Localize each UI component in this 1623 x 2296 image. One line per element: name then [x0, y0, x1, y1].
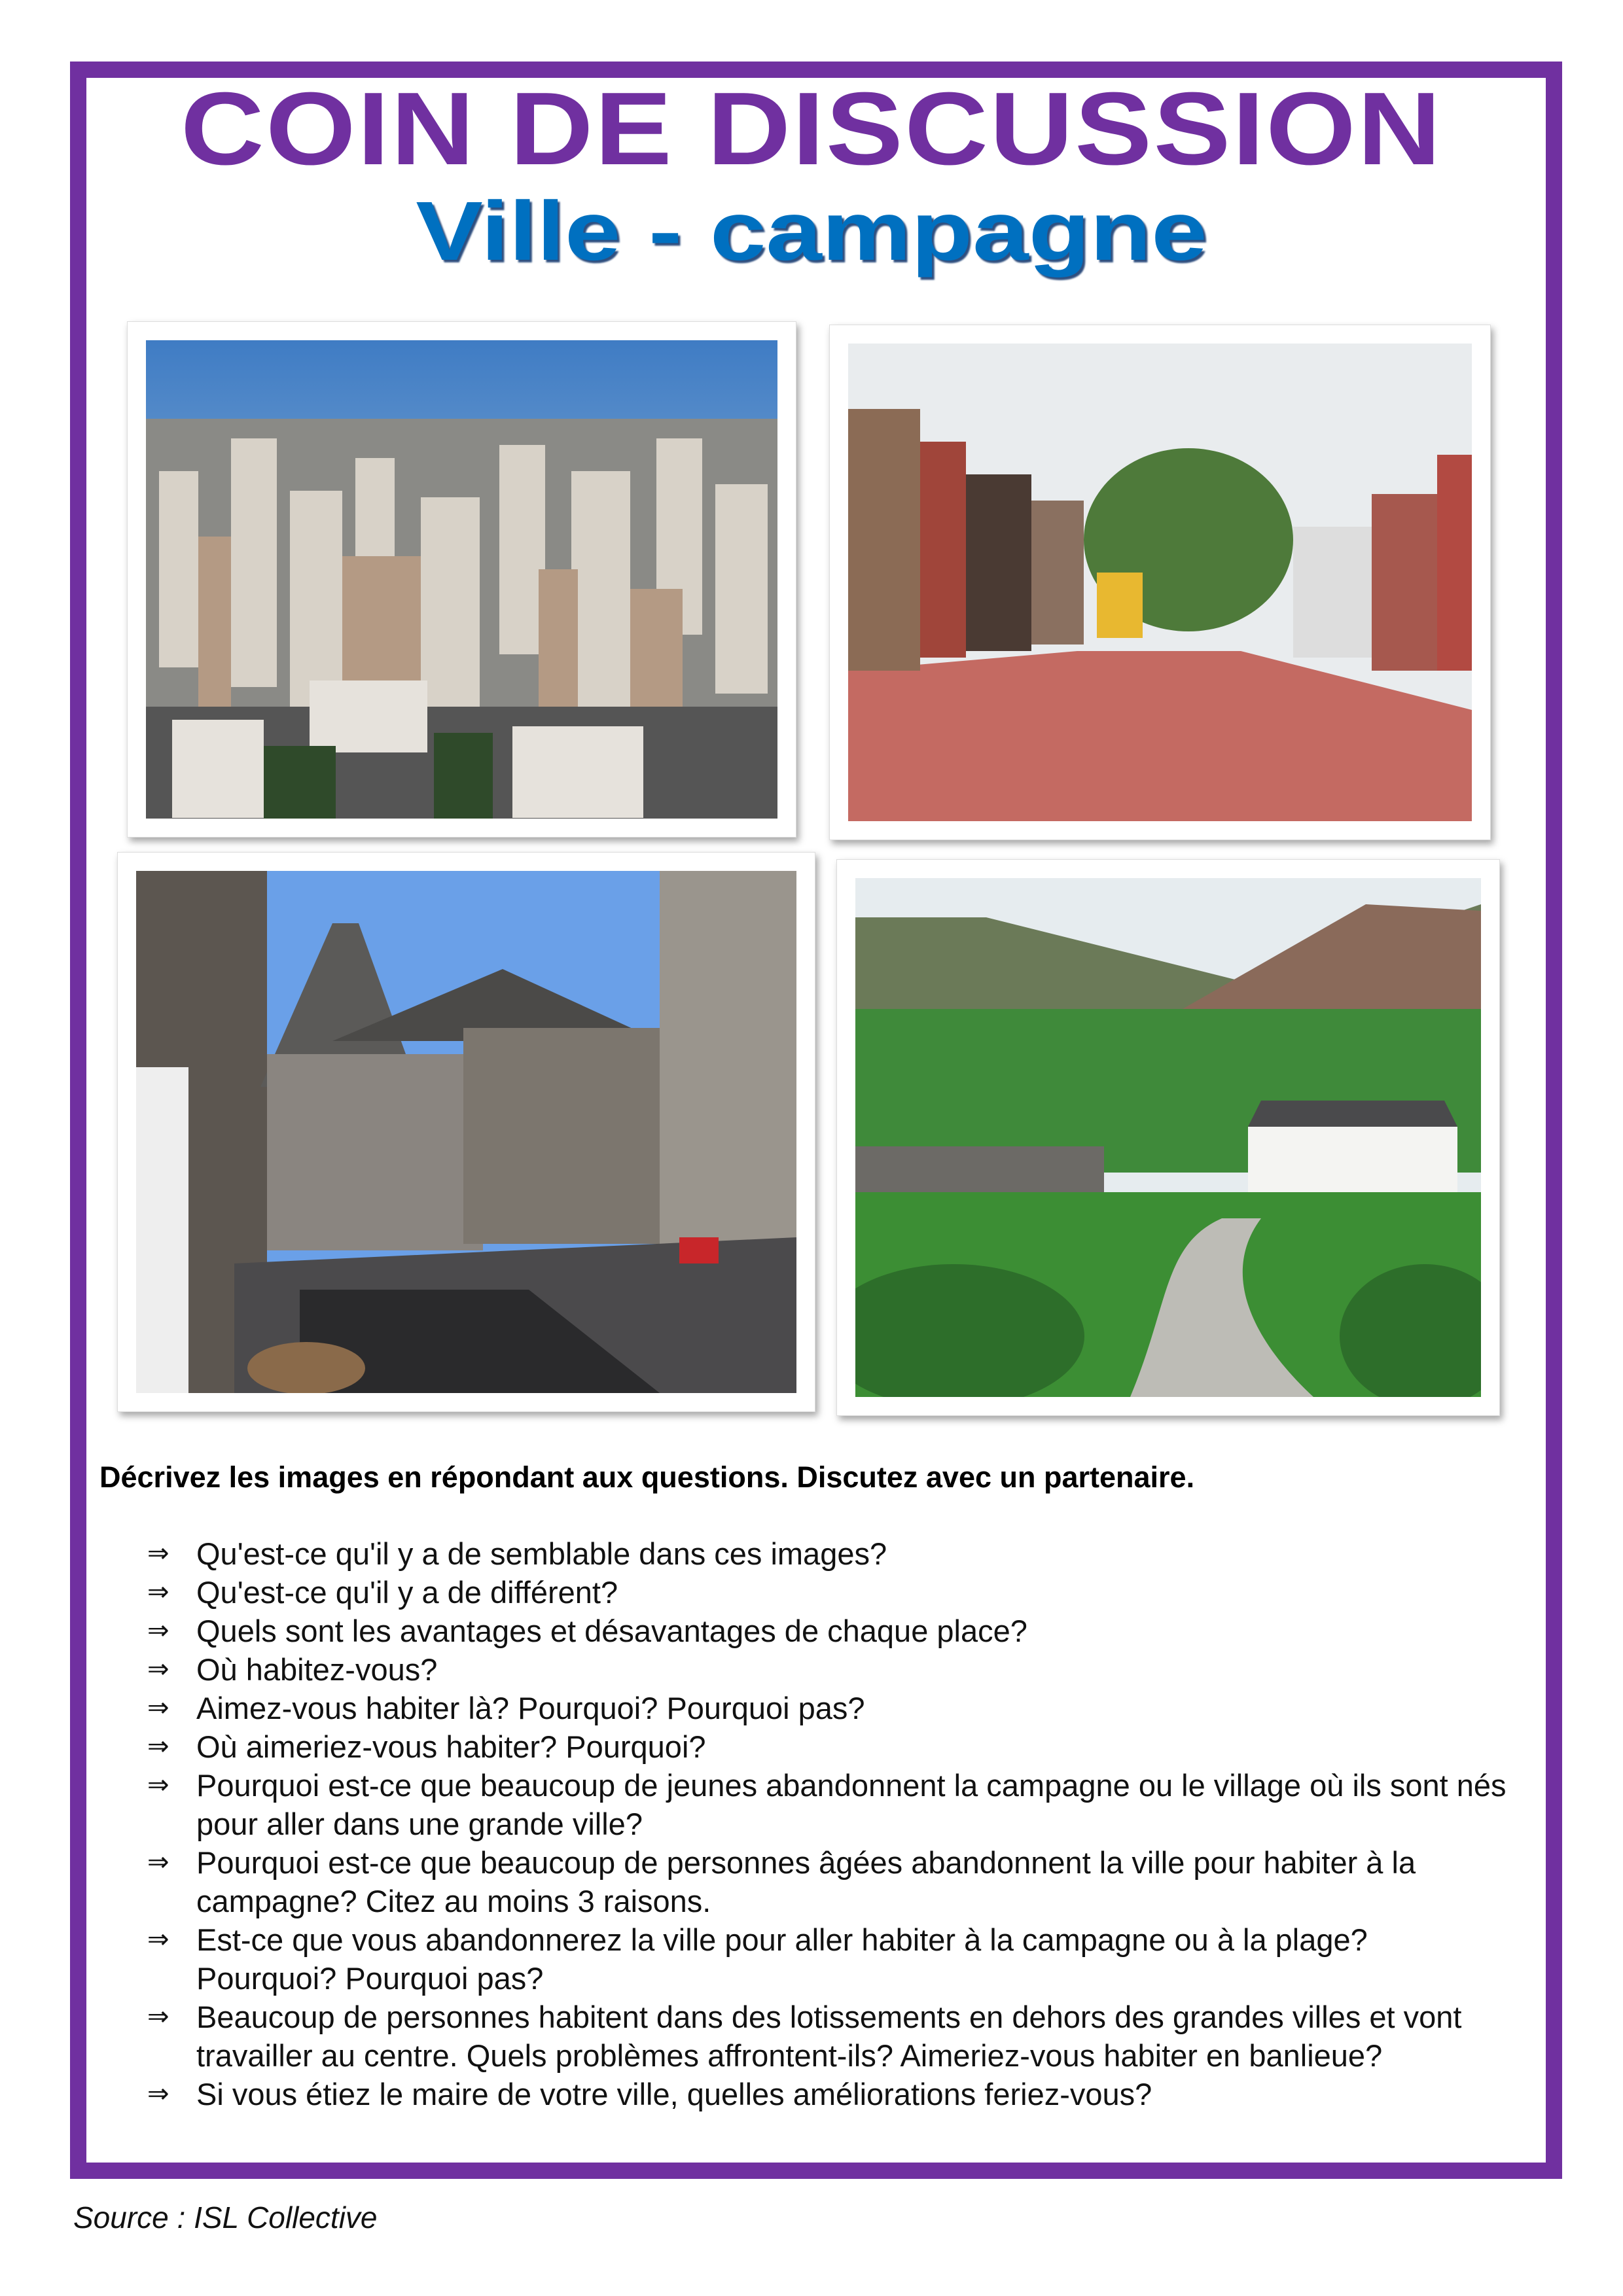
question-item	[147, 1650, 1508, 1689]
question-text: Beaucoup de personnes habitent dans des lotissements en dehors des grandes villes et vont travailler au centre. Quels problèmes affrontent-ils? Aimeriez-vous habiter en banlieue?	[196, 2000, 1462, 2073]
countryside-image	[855, 878, 1481, 1397]
double-arrow-right-icon: ⇒	[147, 1616, 169, 1646]
question-item	[147, 1766, 1508, 1843]
source-credit: Source : ISL Collective	[73, 2200, 378, 2234]
double-arrow-right-icon: ⇒	[147, 1847, 169, 1877]
double-arrow-right-icon: ⇒	[147, 2002, 169, 2032]
double-arrow-right-icon: ⇒	[147, 1770, 169, 1800]
question-item	[147, 1573, 1508, 1612]
question-item	[147, 1534, 1508, 1573]
photo-stone-village	[117, 852, 815, 1412]
question-list	[147, 1534, 1508, 2113]
question-text: Qu'est-ce qu'il y a de semblable dans ces images?	[196, 1536, 887, 1571]
photo-city-skyline	[127, 321, 796, 838]
question-item	[147, 1920, 1508, 1998]
double-arrow-right-icon: ⇒	[147, 1654, 169, 1684]
page-title: COIN DE DISCUSSION	[180, 71, 1443, 186]
double-arrow-right-icon: ⇒	[147, 1577, 169, 1607]
question-text: Où habitez-vous?	[196, 1652, 438, 1687]
question-item	[147, 1727, 1508, 1766]
page-subtitle: Ville - campagne	[416, 185, 1207, 278]
question-item	[147, 2075, 1508, 2113]
question-text: Qu'est-ce qu'il y a de différent?	[196, 1575, 618, 1610]
city-image	[146, 340, 777, 819]
double-arrow-right-icon: ⇒	[147, 1538, 169, 1568]
question-text: Pourquoi est-ce que beaucoup de jeunes abandonnent la campagne ou le village où ils sont nés pour aller dans une grande ville?	[196, 1768, 1507, 1841]
question-item	[147, 1998, 1508, 2075]
question-item	[147, 1612, 1508, 1650]
question-item	[147, 1843, 1508, 1920]
double-arrow-right-icon: ⇒	[147, 1731, 169, 1761]
photo-small-town-street	[829, 325, 1491, 840]
double-arrow-right-icon: ⇒	[147, 1693, 169, 1723]
instructions: Décrivez les images en répondant aux questions. Discutez avec un partenaire.	[99, 1460, 1195, 1494]
photo-countryside-valley	[836, 859, 1500, 1416]
double-arrow-right-icon: ⇒	[147, 2079, 169, 2109]
street-image	[848, 344, 1472, 821]
question-item	[147, 1689, 1508, 1727]
question-text: Pourquoi est-ce que beaucoup de personnes âgées abandonnent la ville pour habiter à la campagne? Citez au moins 3 raisons.	[196, 1845, 1416, 1918]
question-text: Aimez-vous habiter là? Pourquoi? Pourquoi pas?	[196, 1691, 865, 1725]
question-text: Si vous étiez le maire de votre ville, quelles améliorations feriez-vous?	[196, 2077, 1152, 2111]
question-text: Est-ce que vous abandonnerez la ville pour aller habiter à la campagne ou à la plage? Pourquoi? Pourquoi pas?	[196, 1922, 1368, 1996]
double-arrow-right-icon: ⇒	[147, 1924, 169, 1954]
question-text: Où aimeriez-vous habiter? Pourquoi?	[196, 1729, 706, 1764]
question-text: Quels sont les avantages et désavantages de chaque place?	[196, 1614, 1027, 1648]
village-image	[136, 871, 796, 1393]
